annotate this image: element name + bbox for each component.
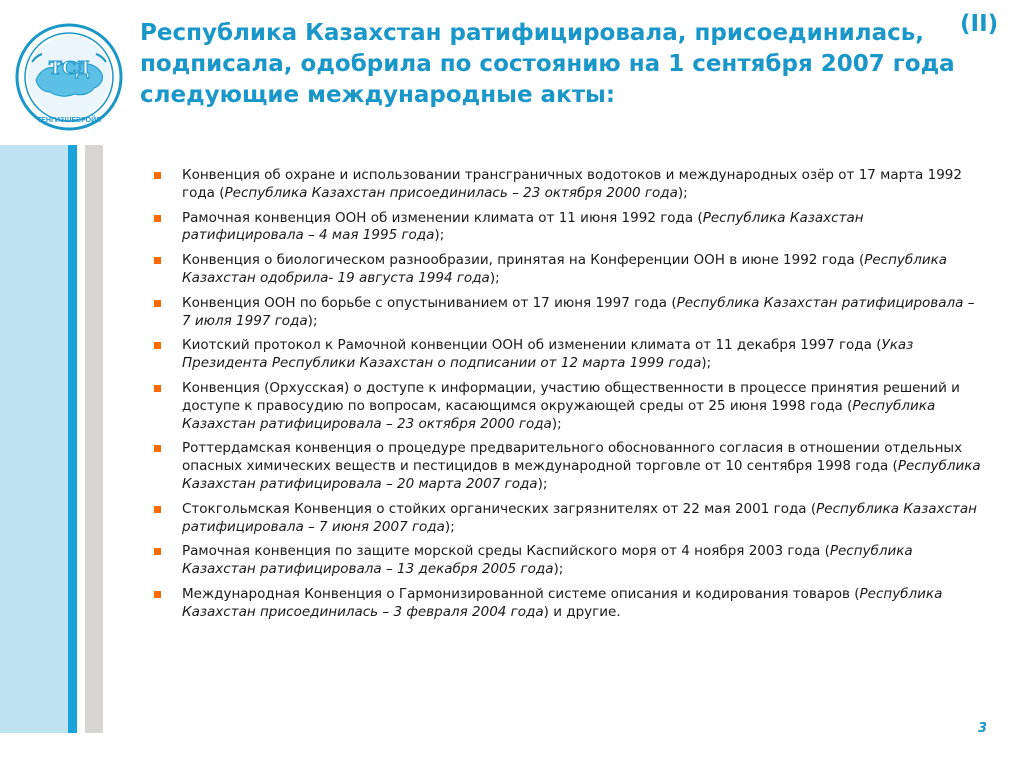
company-logo: [14, 22, 124, 132]
list-item: [154, 210, 984, 246]
act-suffix: );: [307, 312, 318, 329]
act-text: Киотский протокол к Рамочной конвенции ООН об изменении климата от 11 декабря 1997 года (: [182, 337, 882, 354]
act-text: Конвенция ООН по борьбе с опустыниванием от 17 июня 1997 года (: [182, 294, 677, 311]
act-suffix: );: [434, 227, 445, 244]
decorative-left-panel: [0, 145, 68, 733]
act-suffix: );: [489, 269, 500, 286]
bullet-icon: [154, 548, 161, 555]
act-text: Рамочная конвенция по защите морской среды Каспийского моря от 4 ноября 2003 года (: [182, 543, 830, 560]
act-status: Республика Казахстан присоединилась – 3 февраля 2004 года: [182, 585, 943, 620]
act-suffix: );: [551, 415, 562, 432]
bullet-icon: [154, 445, 161, 452]
page-title: Республика Казахстан ратифицировала, присоединилась, подписала, одобрила по состоянию на 1 сентября 2007 года следующие международные акты:: [140, 20, 955, 108]
act-status: Республика Казахстан ратифицировала – 20 марта 2007 года: [182, 458, 981, 492]
act-status: Республика Казахстан ратифицировала – 7 июля 1997 года: [182, 294, 975, 329]
act-text: Международная Конвенция о Гармонизированной системе описания и кодирования товаров (: [182, 585, 860, 602]
bullet-icon: [154, 506, 161, 513]
act-status: Республика Казахстан присоединилась – 23 октября 2000 года: [224, 184, 678, 201]
act-status: Республика Казахстан одобрила- 19 августа 1994 года: [182, 252, 948, 286]
list-item: [154, 380, 984, 433]
act-status: Республика Казахстан ратифицировала – 23 октября 2000 года: [182, 397, 936, 432]
bullet-icon: [154, 172, 161, 179]
decorative-gray-stripe: [85, 145, 103, 733]
act-text: Конвенция об охране и использовании трансграничных водотоков и международных озёр от 17 марта 1992 года (: [182, 167, 962, 201]
bullet-icon: [154, 215, 161, 222]
bullet-icon: [154, 385, 161, 392]
svg-text:ТСД: ТСД: [48, 57, 90, 79]
list-item: [154, 440, 984, 493]
list-item: [154, 337, 984, 373]
act-suffix: ) и другие.: [543, 603, 621, 620]
page-number: 3: [978, 721, 988, 736]
list-item: [154, 543, 984, 579]
act-suffix: );: [553, 561, 564, 578]
act-status: Республика Казахстан ратифицировала – 4 мая 1995 года: [182, 209, 864, 244]
bullet-icon: [154, 342, 161, 349]
slide-tag: (II): [960, 11, 999, 37]
acts-list: [154, 167, 984, 629]
act-suffix: );: [537, 475, 548, 492]
act-suffix: );: [444, 518, 455, 535]
decorative-blue-stripe: [68, 145, 77, 733]
act-suffix: );: [677, 184, 688, 201]
list-item: [154, 501, 984, 537]
act-text: Рамочная конвенция ООН об изменении климата от 11 июня 1992 года (: [182, 209, 703, 226]
list-item: [154, 252, 984, 288]
list-item: [154, 295, 984, 331]
bullet-icon: [154, 300, 161, 307]
list-item: [154, 167, 984, 203]
act-text: Стокгольмская Конвенция о стойких органических загрязнителях от 22 мая 2001 года (: [182, 500, 817, 517]
act-text: Конвенция о биологическом разнообразии, принятая на Конференции ООН в июне 1992 года (: [182, 252, 865, 269]
act-status: Республика Казахстан ратифицировала – 13 декабря 2005 года: [182, 543, 913, 578]
bullet-icon: [154, 591, 161, 598]
act-suffix: );: [701, 355, 712, 372]
act-text: Роттердамская конвенция о процедуре предварительного обоснованного согласия в отношении отдельных опасных химических веществ и пестицидов в международной торговле от 10 сентября 1998 года (: [182, 440, 963, 475]
act-text: Конвенция (Орхусская) о доступе к информации, участию общественности в процессе принятия решений и доступе к правосудию по вопросам, касающимся окружающей среды от 25 июня 1998 года (: [182, 379, 960, 414]
list-item: [154, 586, 984, 622]
act-status: Республика Казахстан ратифицировала – 7 июня 2007 года: [182, 500, 977, 535]
svg-text:ТЕНГИЗШЕВРОЙЛ: ТЕНГИЗШЕВРОЙЛ: [36, 117, 102, 124]
decorative-gap-stripe: [77, 145, 85, 733]
bullet-icon: [154, 257, 161, 264]
act-status: Указ Президента Республики Казахстан о подписании от 12 марта 1999 года: [182, 337, 914, 372]
